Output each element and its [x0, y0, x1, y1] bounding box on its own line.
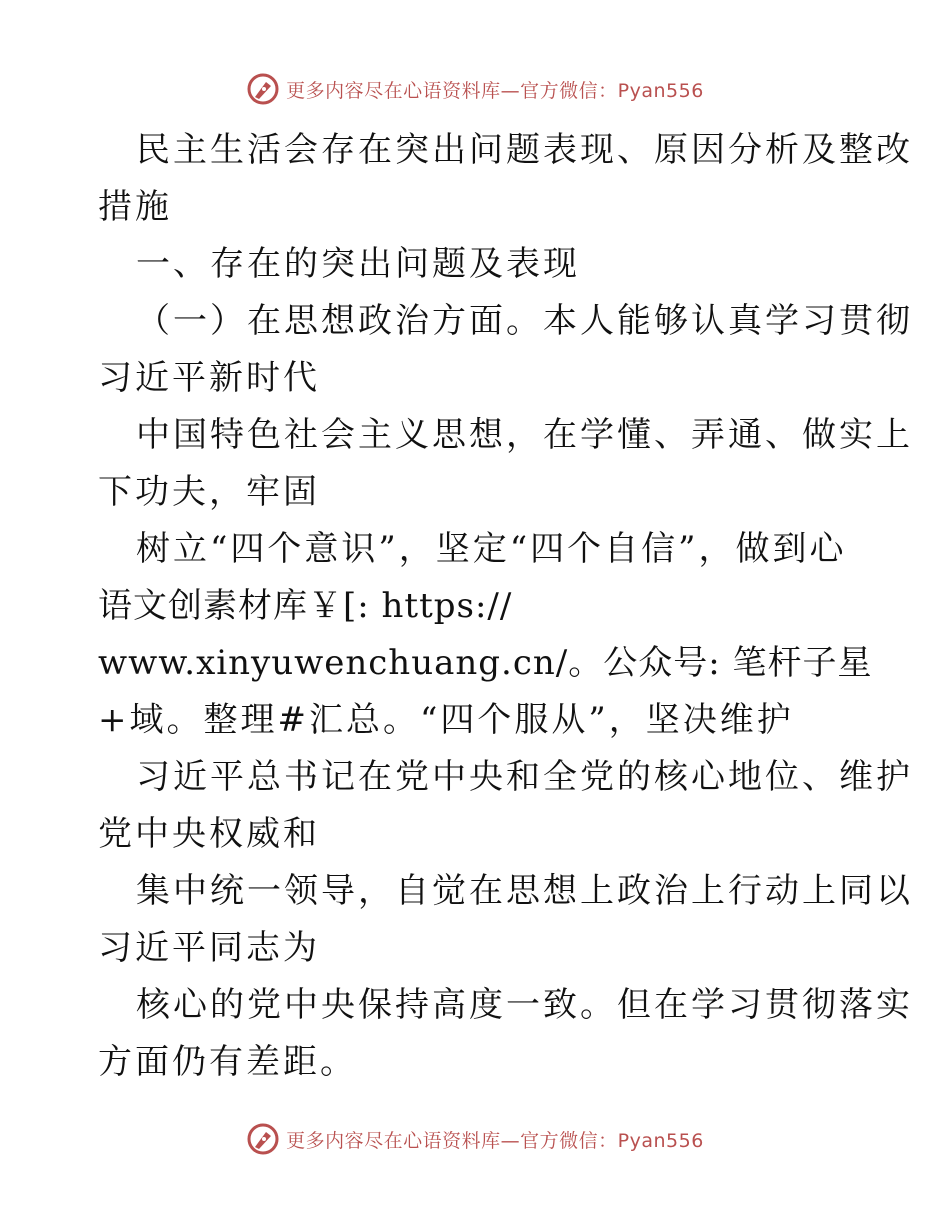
- title-line-2: 措施: [98, 187, 172, 227]
- paragraph-line: 方面仍有差距。: [98, 1042, 357, 1082]
- paragraph-line: 语文创素材库￥[: https://: [98, 586, 513, 626]
- paragraph-line: 习近平总书记在党中央和全党的核心地位、维护: [136, 757, 913, 797]
- watermark-text: 更多内容尽在心语资料库—官方微信：Pyan556: [286, 1129, 704, 1152]
- paragraph-line: 核心的党中央保持高度一致。但在学习贯彻落实: [136, 985, 913, 1025]
- footer-watermark: [0, 1122, 950, 1156]
- paragraph-line: （一）在思想政治方面。本人能够认真学习贯彻: [136, 301, 913, 341]
- paragraph-line: 中国特色社会主义思想，在学懂、弄通、做实上: [136, 415, 913, 455]
- paragraph-line: 下功夫，牢固: [98, 472, 320, 512]
- section-heading: 一、存在的突出问题及表现: [136, 244, 580, 284]
- paragraph-line: www.xinyuwenchuang.cn/。公众号: 笔杆子星: [98, 643, 873, 683]
- paragraph-line: 集中统一领导，自觉在思想上政治上行动上同以: [136, 871, 913, 911]
- paragraph-line: +域。整理#汇总。“四个服从”，坚决维护: [98, 700, 794, 740]
- paragraph-line: 党中央权威和: [98, 814, 320, 854]
- pen-nib-logo-icon: [246, 1122, 280, 1156]
- document-body: [98, 122, 913, 1091]
- title-line-1: 民主生活会存在突出问题表现、原因分析及整改: [136, 130, 913, 170]
- header-watermark: [0, 72, 950, 106]
- paragraph-line: 习近平新时代: [98, 358, 320, 398]
- paragraph-line: 树立“四个意识”，坚定“四个自信”，做到心: [136, 529, 847, 569]
- watermark-text: 更多内容尽在心语资料库—官方微信：Pyan556: [286, 79, 704, 102]
- paragraph-line: 习近平同志为: [98, 928, 320, 968]
- pen-nib-logo-icon: [246, 72, 280, 106]
